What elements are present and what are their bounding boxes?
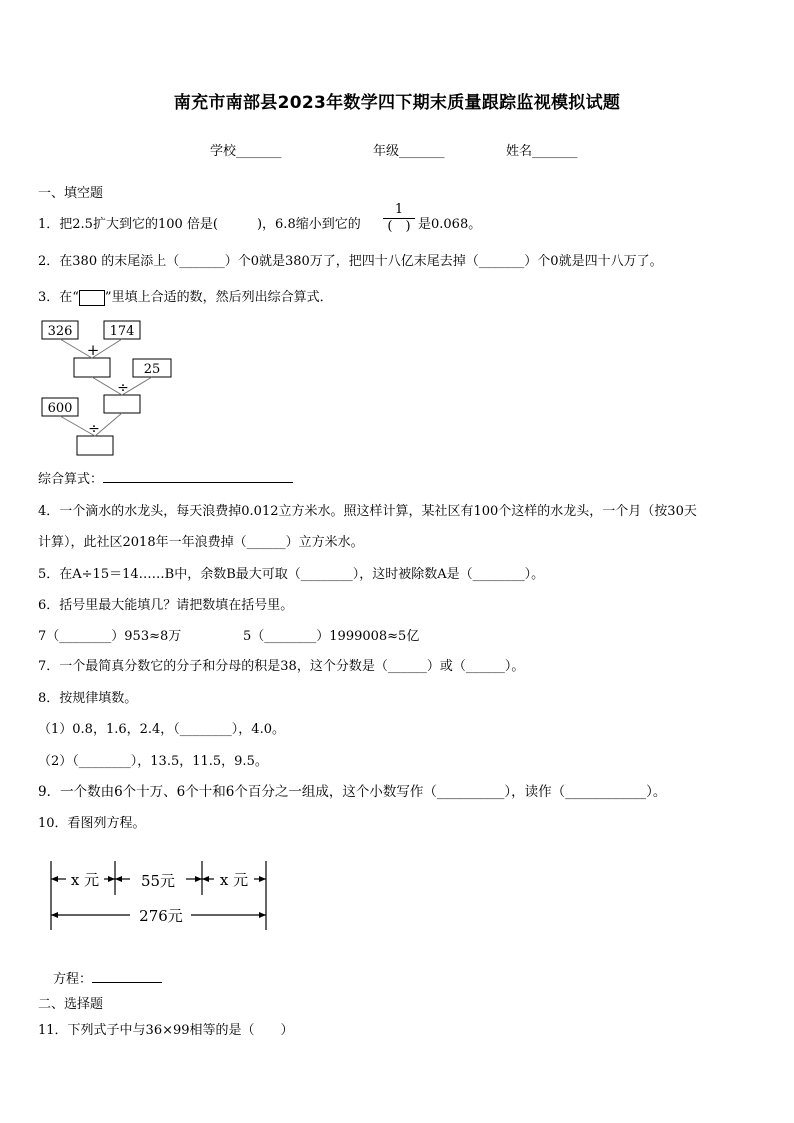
question-1-text-a: 1．把2.5扩大到它的100 倍是( )，6.8缩小到它的 [38, 217, 361, 232]
question-11: 11．下列式子中与36×99相等的是（ ） [38, 1023, 294, 1038]
page-title: 南充市南部县2023年数学四下期末质量跟踪监视模拟试题 [173, 93, 621, 113]
question-9: 9．一个数由6个十万、6个十和6个百分之一组成，这个小数写作（__________），读作（____________）。 [38, 784, 667, 800]
equation-line [53, 968, 162, 987]
question-2: 2．在380 的末尾添上（_______）个0就是380万了，把四十八亿末尾去掉（_______）个0就是四十八万了。 [38, 254, 663, 269]
question-10: 10．看图列方程。 [38, 816, 146, 831]
segment-label-x-left: x 元 [70, 871, 100, 889]
question-1 [38, 213, 361, 232]
question-8-part-2: （2）（________），13.5，11.5，9.5。 [38, 754, 268, 769]
formula-line [38, 468, 293, 487]
plus-operator: + [86, 341, 100, 359]
question-6: 6．括号里最大能填几？请把数填在括号里。 [38, 598, 294, 613]
number-25: 25 [143, 362, 161, 377]
answer-line [92, 970, 162, 983]
number-326: 326 [47, 324, 73, 339]
fraction [383, 203, 415, 234]
answer-line [103, 470, 293, 483]
segment-label-x-right: x 元 [219, 871, 249, 889]
question-3-text-a: 3．在“ [38, 290, 79, 305]
question-4-line-1: 4．一个滴水的水龙头，每天浪费掉0.012立方米水。照这样计算，某社区有100个这样的水龙头，一个月（按30天 [38, 504, 697, 519]
answer-box-2 [104, 395, 140, 413]
total-label: 276元 [139, 907, 183, 925]
answer-box-1 [74, 358, 110, 377]
section-heading: 二、选择题 [38, 997, 104, 1012]
question-8: 8．按规律填数。 [38, 691, 138, 706]
divide-operator: ÷ [117, 380, 129, 396]
divide-operator: ÷ [88, 421, 100, 437]
question-7: 7．一个最简真分数它的分子和分母的积是38，这个分数是（______）或（______）。 [38, 659, 525, 674]
answer-box-3 [77, 436, 113, 455]
grade-field: 年级_______ [373, 144, 445, 159]
question-3-text-b: ”里填上合适的数，然后列出综合算式． [104, 290, 333, 305]
question-6-b: 5（________）1999008≈5亿 [243, 629, 420, 644]
question-5: 5．在A÷15＝14……B中，余数B最大可取（________），这时被除数A是（________）。 [38, 567, 545, 582]
equation-label: 方程： [53, 972, 93, 987]
question-8-part-1: （1）0.8，1.6，2.4，（________），4.0。 [38, 722, 285, 737]
segment-diagram [46, 855, 272, 935]
section-heading: 一、填空题 [38, 186, 104, 201]
fraction-numerator: 1 [394, 202, 404, 217]
number-174: 174 [109, 324, 135, 339]
segment-label-55: 55元 [140, 872, 176, 890]
blank-box [79, 290, 105, 306]
number-600: 600 [47, 401, 73, 416]
fraction-denominator: ( ) [387, 219, 411, 234]
formula-label: 综合算式： [38, 472, 104, 487]
name-field: 姓名_______ [506, 144, 578, 159]
question-4-line-2: 计算），此社区2018年一年浪费掉（______）立方米水。 [38, 535, 364, 550]
question-6-a: 7（________）953≈8万 [38, 629, 182, 644]
calculation-tree-diagram [36, 318, 186, 460]
question-3 [38, 286, 333, 306]
school-field: 学校_______ [210, 144, 282, 159]
question-1-text-b: 是0.068。 [418, 217, 482, 232]
